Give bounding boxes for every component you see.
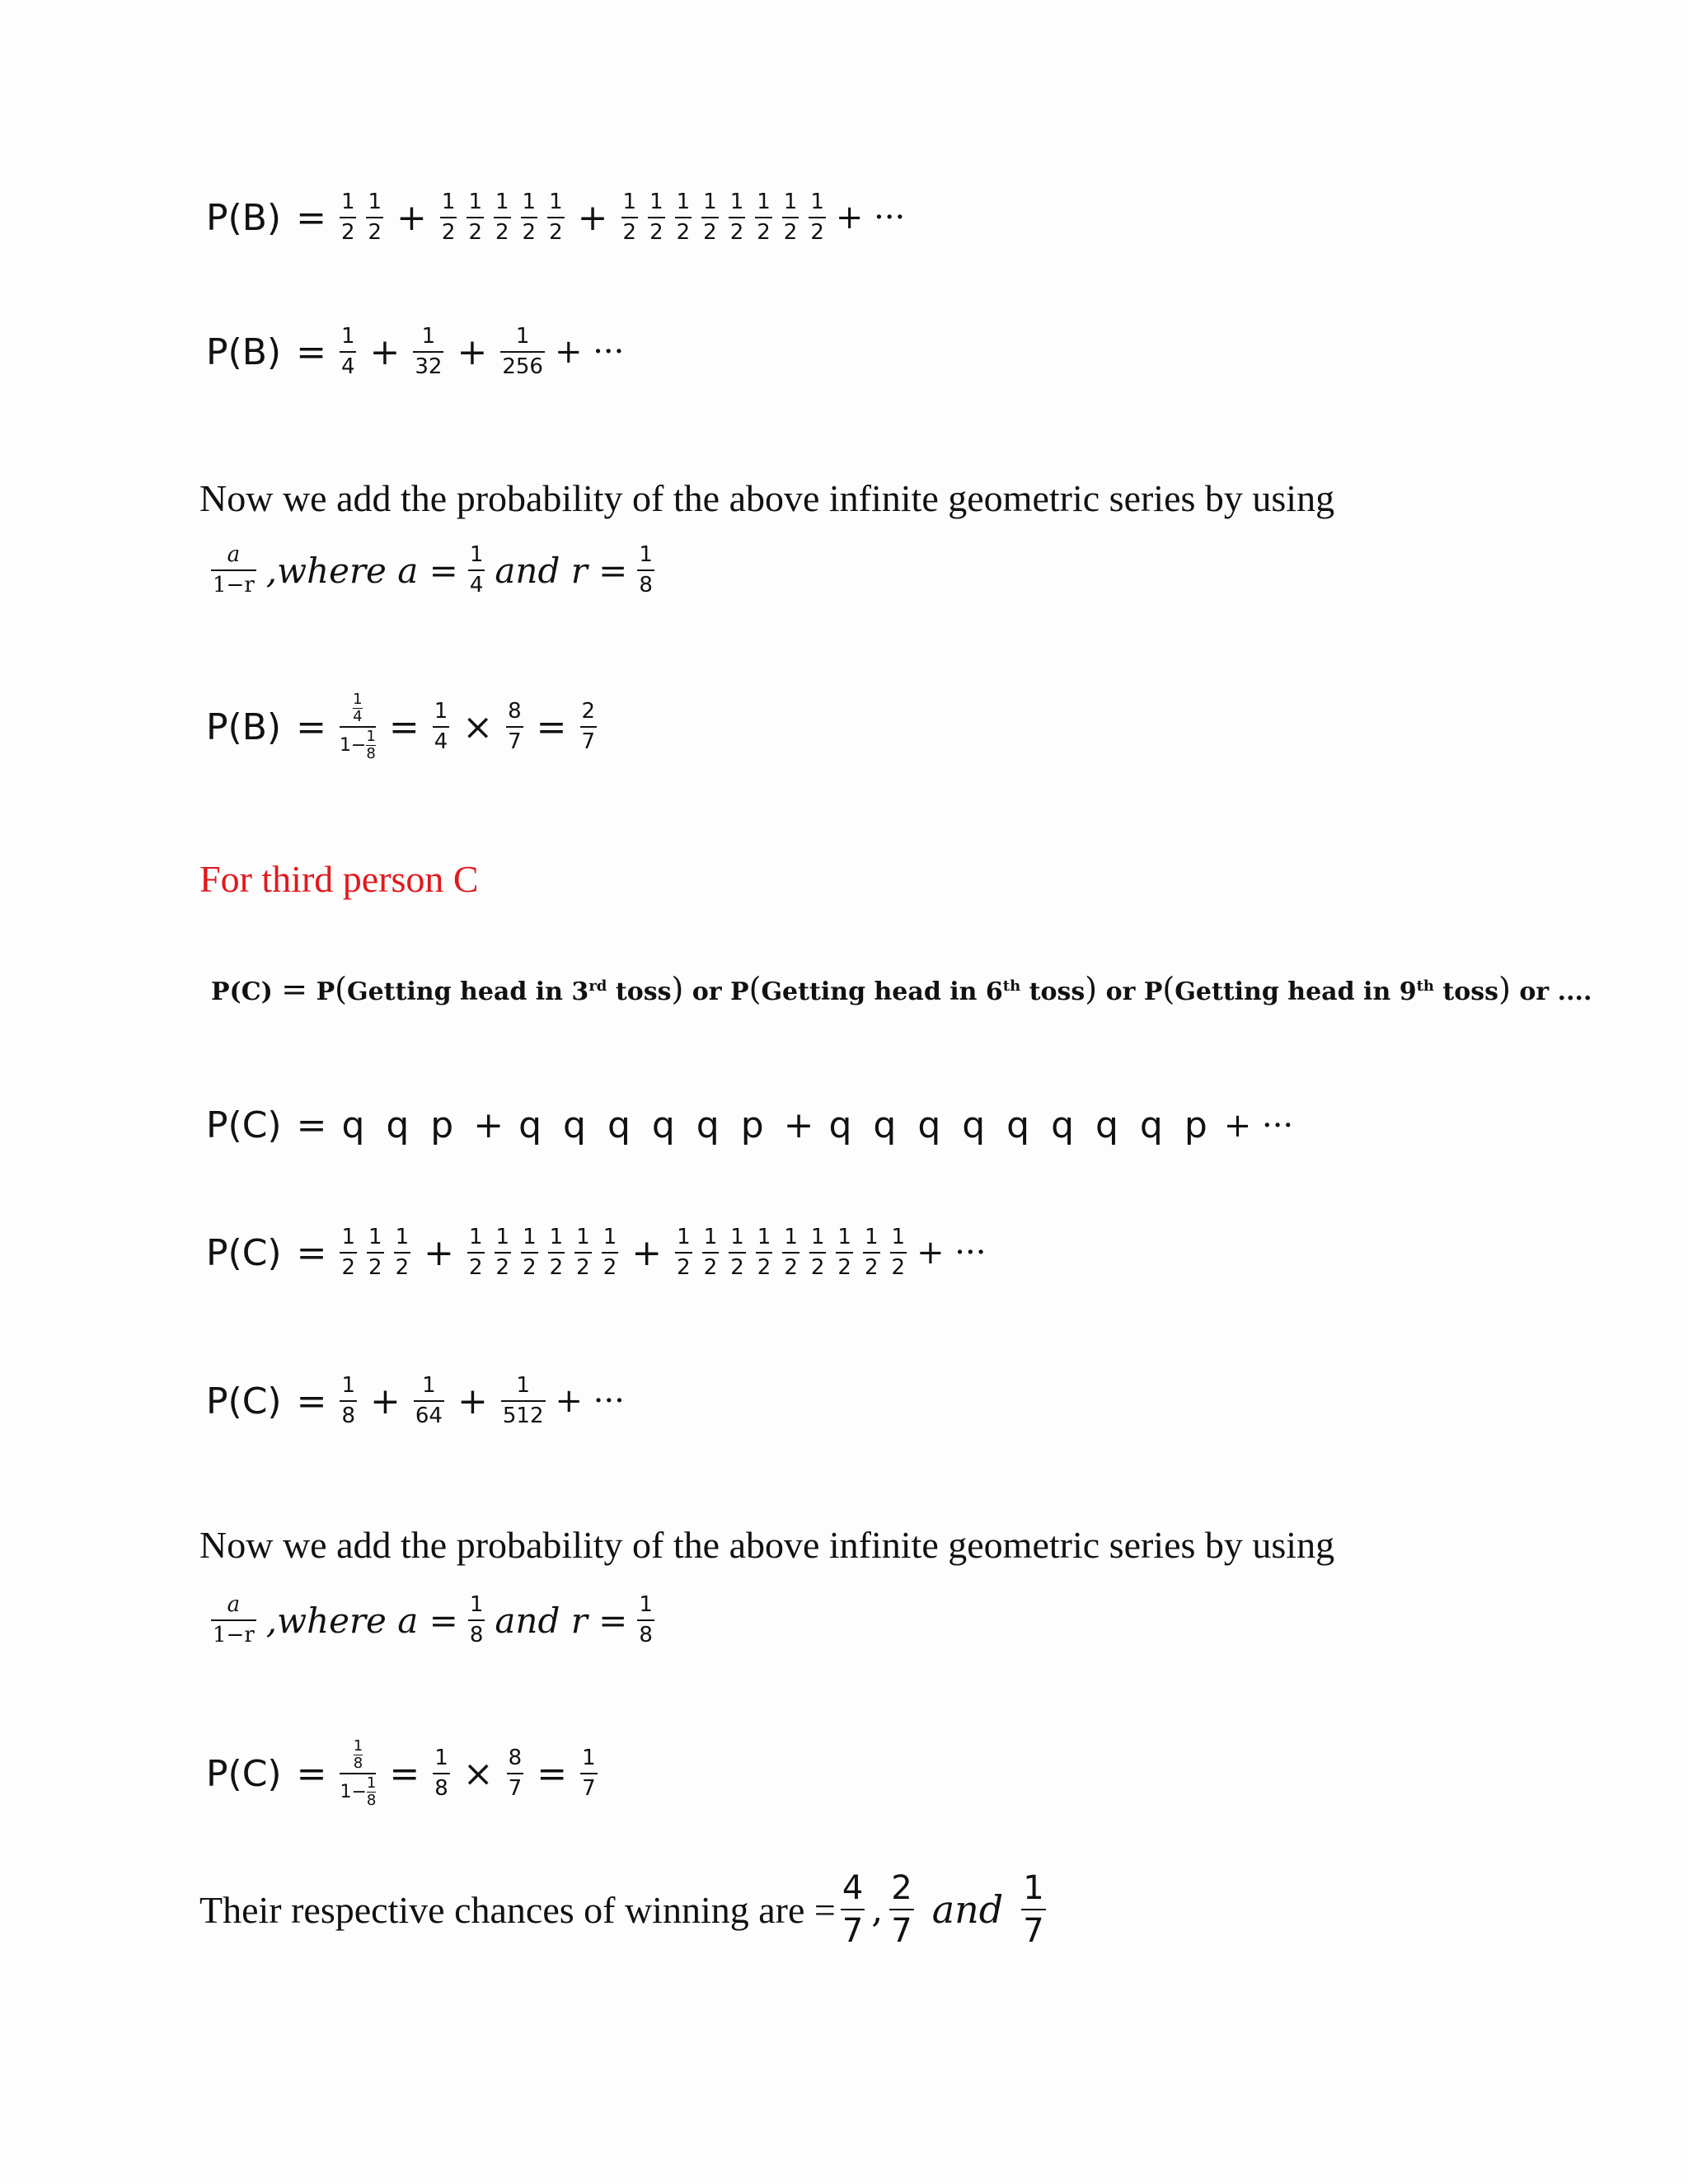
half-fraction: $\frac{1}{2}$ — [757, 1225, 771, 1281]
a-value-fraction: $\frac{1}{4}$ — [469, 542, 484, 598]
term-fraction: $\frac{1}{256}$ — [502, 324, 543, 380]
half-fraction: $\frac{1}{2}$ — [783, 190, 798, 246]
compound-fraction: 1 4 1− 1 8 — [339, 691, 376, 762]
half-fraction: $\frac{1}{2}$ — [495, 190, 509, 246]
pc-label: P(C) — [206, 1380, 282, 1422]
pb-series-line — [206, 191, 913, 245]
gp-sum-formula — [206, 544, 659, 598]
pc-series-line — [206, 1226, 994, 1280]
r-value-fraction: $\frac{1}{8}$ — [639, 542, 653, 598]
compound-fraction: 1 8 1− 1 8 — [340, 1737, 377, 1809]
half-fraction: $\frac{1}{2}$ — [468, 1225, 483, 1281]
equals-sign: = — [296, 1752, 327, 1795]
term-fraction: $\frac{8}{7}$ — [508, 698, 522, 754]
comma: , — [871, 1888, 884, 1931]
half-fraction: $\frac{1}{2}$ — [340, 190, 355, 246]
plus-sign: + — [396, 196, 427, 239]
pc-label: P(C) — [206, 1752, 282, 1795]
equals-sign: = — [296, 1231, 327, 1274]
plus-sign: + — [473, 1104, 504, 1146]
half-fraction: $\frac{1}{2}$ — [757, 190, 771, 246]
plus-sign: + — [424, 1231, 454, 1274]
result-fraction: $\frac{2}{7}$ — [581, 698, 596, 754]
half-fraction: $\frac{1}{2}$ — [495, 1225, 510, 1281]
half-fraction: $\frac{1}{2}$ — [622, 190, 637, 246]
half-fraction: $\frac{1}{2}$ — [891, 1225, 906, 1281]
half-fraction: $\frac{1}{2}$ — [810, 1225, 825, 1281]
half-fraction: $\frac{1}{2}$ — [576, 1225, 590, 1281]
qp-term: q q q q q p — [518, 1104, 769, 1146]
chance-b-fraction: $\frac{2}{7}$ — [891, 1869, 912, 1950]
pc-qp-line — [206, 1104, 1301, 1146]
half-group-5 — [435, 191, 570, 245]
equals-sign: = — [296, 1380, 327, 1422]
qp-term: q q q q q q q q p — [828, 1104, 1212, 1146]
plus-sign: + — [783, 1104, 814, 1146]
pb-label: P(B) — [206, 330, 282, 373]
a-value-fraction: $\frac{1}{8}$ — [469, 1592, 484, 1648]
half-fraction: $\frac{1}{2}$ — [810, 190, 824, 246]
and-r-text: and r = — [495, 550, 628, 591]
half-fraction: $\frac{1}{2}$ — [703, 190, 717, 246]
half-group-3 — [335, 1226, 415, 1280]
plus-sign: + — [577, 196, 608, 239]
equals-sign: = — [296, 1104, 327, 1146]
section-heading-c: For third person C — [199, 858, 479, 900]
r-value-fraction: $\frac{1}{8}$ — [639, 1592, 653, 1648]
plus-sign: + — [457, 330, 488, 373]
term-fraction: $\frac{8}{7}$ — [508, 1745, 523, 1801]
ellipsis: + ··· — [835, 199, 906, 237]
plus-sign: + — [457, 1380, 488, 1422]
equals-sign: = — [388, 705, 420, 748]
half-fraction: $\frac{1}{2}$ — [729, 190, 744, 246]
and-r-text: and r = — [495, 1600, 628, 1641]
half-fraction: $\frac{1}{2}$ — [549, 190, 563, 246]
equals-sign: = — [296, 196, 326, 239]
equals-sign: = — [296, 330, 326, 373]
pc-label: P(C) — [206, 1231, 282, 1274]
ellipsis: + ··· — [554, 333, 625, 372]
explanation-paragraph: Now we add the probability of the above infinite geometric series by using — [199, 477, 1335, 519]
half-group-8 — [617, 191, 831, 245]
half-fraction: $\frac{1}{2}$ — [368, 1225, 382, 1281]
term-fraction: $\frac{1}{4}$ — [434, 698, 448, 754]
chance-a-fraction: $\frac{4}{7}$ — [842, 1869, 864, 1950]
half-group-9 — [670, 1226, 912, 1280]
term-fraction: $\frac{1}{32}$ — [415, 324, 443, 380]
ellipsis: + ··· — [917, 1234, 987, 1272]
pc-result-line — [206, 1739, 603, 1808]
where-a-text: ,where a = — [265, 550, 458, 591]
ellipsis: + ··· — [555, 1382, 625, 1421]
result-fraction: $\frac{1}{7}$ — [582, 1745, 596, 1801]
equals-sign: = — [389, 1752, 420, 1795]
final-answer-line — [199, 1871, 1051, 1948]
half-fraction: $\frac{1}{2}$ — [677, 1225, 691, 1281]
half-fraction: $\frac{1}{2}$ — [523, 1225, 537, 1281]
ellipsis: + ··· — [1223, 1106, 1294, 1145]
sum-formula-fraction: $\frac{a}{1-r}$ — [213, 1592, 255, 1648]
term-fraction: $\frac{1}{8}$ — [434, 1745, 448, 1801]
half-fraction: $\frac{1}{2}$ — [864, 1225, 879, 1281]
half-fraction: $\frac{1}{2}$ — [603, 1225, 617, 1281]
half-group-2 — [335, 191, 388, 245]
pc-definition-line: P(C) = P(Getting head in 3rd toss) or P(Getting head in 6th toss) or P(Getting head in 9th toss) or .... — [211, 971, 1592, 1007]
half-fraction: $\frac{1}{2}$ — [730, 1225, 744, 1281]
chance-c-fraction: $\frac{1}{7}$ — [1023, 1869, 1044, 1950]
sum-formula-fraction: $\frac{a}{1-r}$ — [213, 542, 255, 598]
qp-term: q q p — [341, 1104, 459, 1146]
term-fraction: $\frac{1}{4}$ — [340, 324, 355, 380]
explanation-paragraph: Now we add the probability of the above infinite geometric series by using — [199, 1524, 1335, 1566]
half-fraction: $\frac{1}{2}$ — [703, 1225, 718, 1281]
half-fraction: $\frac{1}{2}$ — [341, 1225, 356, 1281]
pb-simplified-line — [206, 326, 632, 379]
equals-sign: = — [296, 705, 326, 748]
half-fraction: $\frac{1}{2}$ — [395, 1225, 410, 1281]
half-fraction: $\frac{1}{2}$ — [368, 190, 382, 246]
half-fraction: $\frac{1}{2}$ — [549, 1225, 564, 1281]
half-fraction: $\frac{1}{2}$ — [522, 190, 537, 246]
equals-sign: = — [536, 705, 567, 748]
half-fraction: $\frac{1}{2}$ — [676, 190, 691, 246]
term-fraction: $\frac{1}{8}$ — [341, 1373, 356, 1429]
plus-sign: + — [370, 1380, 401, 1422]
half-fraction: $\frac{1}{2}$ — [649, 190, 663, 246]
pb-label: P(B) — [206, 196, 282, 239]
final-answer-text: Their respective chances of winning are = — [199, 1888, 836, 1931]
half-group-6 — [462, 1226, 623, 1280]
pc-simplified-line — [206, 1375, 633, 1428]
half-fraction: $\frac{1}{2}$ — [441, 190, 456, 246]
plus-sign: + — [631, 1231, 663, 1274]
times-sign: × — [462, 1752, 494, 1795]
and-text: and — [931, 1887, 1004, 1932]
half-fraction: $\frac{1}{2}$ — [837, 1225, 851, 1281]
half-fraction: $\frac{1}{2}$ — [468, 190, 482, 246]
half-fraction: $\frac{1}{2}$ — [784, 1225, 798, 1281]
pb-label: P(B) — [206, 705, 282, 748]
equals-sign: = — [537, 1752, 568, 1795]
times-sign: × — [462, 705, 494, 748]
term-fraction: $\frac{1}{64}$ — [415, 1373, 443, 1429]
pb-result-line — [206, 692, 602, 762]
pc-label: P(C) — [206, 1104, 282, 1146]
gp-sum-formula — [206, 1594, 659, 1647]
plus-sign: + — [369, 330, 401, 373]
where-a-text: ,where a = — [265, 1600, 458, 1641]
term-fraction: $\frac{1}{512}$ — [502, 1373, 544, 1429]
